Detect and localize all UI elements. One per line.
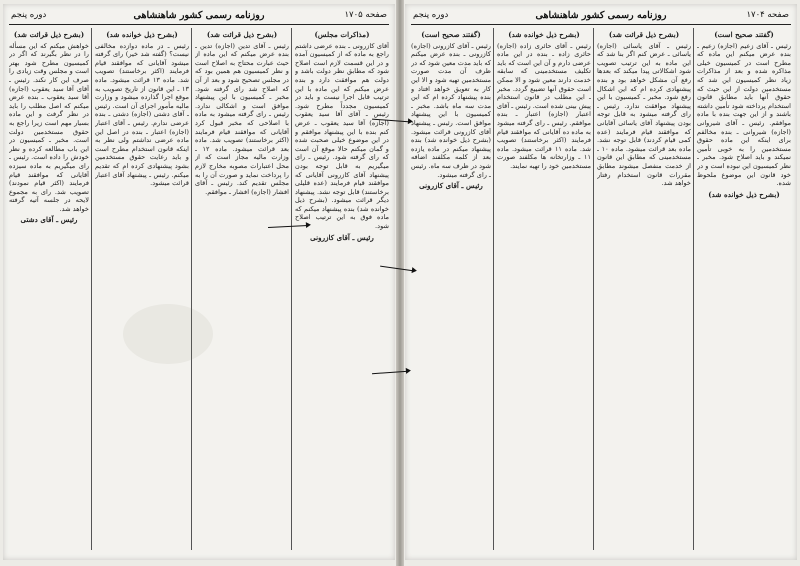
column-subhead: (مذاکرات مجلس) [314,30,370,39]
text-column [497,28,591,550]
left-columns [9,28,389,550]
column-subhead: (بشرح ذیل قرائت شد) [13,30,85,39]
term-label: دوره پنجم [413,10,449,20]
column-subhead: (بشرح ذیل خوانده شد) [508,30,580,39]
column-text: رئیس ـ آقای کازرونی (اجازه) کازرونی ـ بنده عرض میکنم که باید مدت معین شود که در ظرف آن مدت صورت مستخدمین تهیه شود و الا این کار به تعویق خواهد افتاد و بنده پیشنهاد کرده ام که این مدت سه ماه باشد. مخبر ـ کمیسیون با این پیشنهاد موافق است. رئیس ـ پیشنهاد آقای کازرونی قرائت میشود. (بشرح ذیل خوانده شد) بنده پیشنهاد میکنم در ماده یازده بعد از کلمه مکلفند اضافه شود در ظرف سه ماه. رئیس ـ رای گرفته میشود. [411,41,491,179]
column-subhead: رئیس ـ آقای کازرونی [310,232,374,242]
column-subhead: رئیس ـ آقای دشتی [20,215,78,225]
text-column [295,28,389,550]
column-divider [291,28,292,550]
right-page [405,4,797,560]
column-subhead: (بشرح ذیل قرائت شد) [608,30,680,39]
text-column [95,28,189,550]
column-subhead: رئیس ـ آقای کازرونی [419,181,483,191]
right-columns [411,28,791,550]
column-text: رئیس ـ در ماده دوازده مخالفی نیست؟ (گفته شد خیر) رای گرفته میشود آقایانی که موافقند قیام فرمایند (اکثر برخاستند) تصویب شد. ماده ۱۳ قرائت میشود. ماده ۱۳ ـ این قانون از تاریخ تصویب به موقع اجرا گذارده میشود و وزارت مالیه مأمور اجرای آن است. رئیس ـ آقای دشتی (اجازه) دشتی ـ بنده عرضی ندارم. رئیس ـ آقای اعتبار (اجازه) اعتبار ـ بنده در اصل این ماده عرضی نداشتم ولی نظر به اینکه قانون استخدام مطرح است و باید رعایت حقوق مستخدمین بشود پیشنهادی کرده ام که تقدیم میکنم. رئیس ـ پیشنهاد آقای اعتبار قرائت میشود. [95,41,189,188]
column-text: رئیس ـ آقای زعیم (اجازه) زعیم ـ بنده عرض میکنم این ماده که مطرح است در کمیسیون خیلی مذاکره شده و بعد از مذاکرات زیاد نظر کمیسیون این شد که مستخدمین دولت از این حیث که حقوق آنها باید مطابق قانون استخدام پرداخته شود تأمین داشته باشند و از این جهت بنده با ماده موافقم. رئیس ـ آقای شیروانی (اجازه) شیروانی ـ بنده مخالفم برای اینکه این ماده حقوق مستخدمین را به خوبی تأمین نمیکند و باید اصلاح شود. مخبر ـ نظر کمیسیون این نبوده است و در خود قانون این موضوع ملحوظ شده. [697,41,791,188]
page-number: صفحه ۱۷۰۴ [746,10,789,20]
column-subhead: (گفتند صحیح است) [714,30,774,39]
column-subhead: (بشرح ذیل قرائت شد) [206,30,278,39]
text-column [9,28,89,550]
column-text: خواهش میکنم که این مسأله را در نظر بگیرند که اگر در کمیسیون مطرح شود بهتر است و مجلس وقت زیادی را صرف این کار نکند. رئیس ـ آقای آقا سید یعقوب (اجازه) آقا سید یعقوب ـ بنده عرض میکنم که اصل مطلب را باید در نظر گرفت و این ماده بسیار مهم است زیرا راجع به حقوق مستخدمین دولت است. مخبر ـ کمیسیون در این باب مطالعه کرده و نظر خودش را داده است. رئیس ـ رای میگیریم به ماده سیزده آقایانی که موافقند قیام فرمایند (اکثر قیام نمودند) تصویب شد. رای به مجموع لایحه در جلسه آتیه گرفته خواهد شد. [9,41,89,213]
column-divider [693,28,694,550]
column-text: رئیس ـ آقای یاسائی (اجازه) یاسائی ـ عرض کنم اگر بنا شد که این ماده به این ترتیب تصویب شود اشکالاتی پیدا میکند که بعدها رفع آن مشکل خواهد بود و بنده پیشنهادی کرده ام که این اشکال رفع شود. مخبر ـ کمیسیون با این پیشنهاد موافقت ندارد. رئیس ـ رای گرفته میشود به قابل توجه بودن پیشنهاد آقای یاسائی آقایانی که موافقند قیام فرمایند (عده کمی قیام کردند) قابل توجه نشد. ماده بعد قرائت میشود. ماده ۱۰ ـ مستخدمینی که مطابق این قانون از خدمت منفصل میشوند مطابق مقررات قانون استخدام رفتار خواهد شد. [597,41,691,188]
column-subhead: (گفتند صحیح است) [421,30,481,39]
text-column [195,28,289,550]
column-subhead: (بشرح ذیل خوانده شد) [106,30,178,39]
column-text: آقای کازرونی ـ بنده عرضی داشتم راجع به ماده که از کمیسیون آمده و در این قسمت لازم است اصلاح شود که مطابق نظر دولت باشد و دولت هم موافقت دارد و بنده عرض میکنم که این ماده با این ترتیب قابل اجرا نیست و باید در کمیسیون مجدداً مطرح شود. رئیس ـ آقای آقا سید یعقوب (اجازه) آقا سید یعقوب ـ عرض کنم بنده با این پیشنهاد موافقم و در این موضوع خیلی صحبت شده و گمان میکنم حالا موقع آن است که رای گرفته شود. رئیس ـ رای میگیریم به قابل توجه بودن پیشنهاد آقای کازرونی آقایانی که موافقند قیام فرمایند (عده قلیلی برخاستند) قابل توجه نشد. پیشنهاد دیگر قرائت میشود. (بشرح ذیل خوانده شد) بنده پیشنهاد میکنم که ماده فوق به این ترتیب اصلاح شود. [295,41,389,231]
column-divider [191,28,192,550]
book-gutter [396,0,404,566]
column-subhead: (بشرح ذیل خوانده شد) [708,189,780,199]
paper-stain [123,304,213,364]
gazette-title: روزنامه رسمی کشور شاهنشاهی [133,10,265,21]
term-label: دوره پنجم [11,10,47,20]
right-page-header [411,8,791,25]
left-page [3,4,395,560]
column-divider [593,28,594,550]
column-text: رئیس ـ آقای حائری زاده (اجازه) حائری زاده ـ بنده در این ماده عرضی دارم و آن این است که باید تکلیف مستخدمینی که سابقه خدمت دارند معین شود و الا ممکن است حقوق آنها تضییع گردد. مخبر ـ این مطلب در قانون استخدام پیش بینی شده است. رئیس ـ آقای اعتبار (اجازه) اعتبار ـ بنده موافقم. رئیس ـ رای گرفته میشود به ماده ده آقایانی که موافقند قیام فرمایند (اکثر برخاستند) تصویب شد. ماده ۱۱ قرائت میشود. ماده ۱۱ ـ وزارتخانه ها مکلفند صورت مستخدمین خود را تهیه نمایند. [497,41,591,170]
gazette-title: روزنامه رسمی کشور شاهنشاهی [535,10,667,21]
column-divider [91,28,92,550]
text-column [697,28,791,550]
column-text: رئیس ـ آقای تدین (اجازه) تدین ـ بنده عرض میکنم که این ماده از حیث عبارت محتاج به اصلاح است و نظر کمیسیون هم همین بود که در مجلس تصحیح شود و بعد از آن که اصلاح شد رای گرفته شود. مخبر ـ کمیسیون با این پیشنهاد موافق است و اشکالی ندارد. رئیس ـ رای گرفته میشود به ماده با اصلاحی که مخبر قبول کرد آقایانی که موافقند قیام فرمایند (اکثر برخاستند) تصویب شد. ماده بعد قرائت میشود. ماده ۱۲ ـ وزارت مالیه مجاز است که از محل اعتبارات مصوبه مخارج لازم را پرداخت نماید و صورت آن را به مجلس تقدیم کند. رئیس ـ آقای افشار (اجازه) افشار ـ موافقم. [195,41,289,196]
page-number: صفحه ۱۷۰۵ [344,10,387,20]
column-divider [493,28,494,550]
text-column [411,28,491,550]
text-column [597,28,691,550]
left-page-header [9,8,389,25]
